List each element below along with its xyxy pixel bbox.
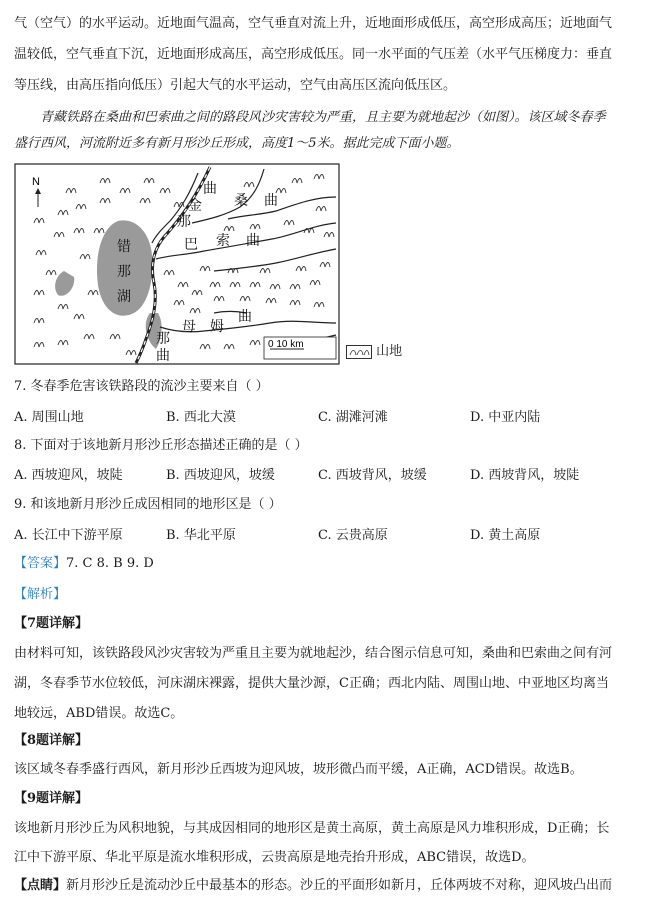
svg-text:曲: 曲 — [264, 193, 278, 209]
legend-label: 山地 — [376, 344, 403, 359]
svg-text:曲: 曲 — [156, 348, 170, 364]
svg-text:曲: 曲 — [238, 309, 252, 325]
q7-option-d[interactable]: D. 中亚内陆 — [470, 410, 541, 425]
map-frame — [15, 164, 339, 364]
answer-label: 【答案】 — [14, 556, 67, 571]
detail-7-line-2: 湖，冬春季节水位较低，河床湖床裸露，提供大量沙源，C正确；西北内陆、周围山地、中亚地区均离当 — [14, 676, 609, 691]
svg-text:金: 金 — [188, 198, 202, 214]
question-8: 8. 下面对于该地新月形沙丘形态描述正确的是（ ） — [14, 438, 308, 453]
q9-option-b[interactable]: B. 华北平原 — [166, 528, 236, 543]
intro-line-2: 温较低，空气垂直下沉，近地面形成高压，高空形成低压。同一水平面的气压差（水平气压梯度力：垂直 — [14, 47, 613, 62]
q8-option-a[interactable]: A. 西坡迎风，坡陡 — [14, 468, 123, 483]
passage-line-2: 盛行西风，河流附近多有新月形沙丘形成，高度1～5米。据此完成下面小题。 — [14, 136, 460, 151]
tip-line — [14, 876, 632, 896]
map-legend — [346, 343, 402, 361]
svg-text:姆: 姆 — [210, 319, 224, 335]
intro-line-3: 等压线，由高压指向低压）引起大气的水平运动，空气由高压区流向低压区。 — [14, 78, 457, 93]
svg-text:曲: 曲 — [246, 233, 260, 249]
svg-text:母: 母 — [182, 319, 196, 335]
detail-9-line-2: 江中下游平原、华北平原是流水堆积形成，云贵高原是地壳抬升形成，ABC错误，故选D。 — [14, 850, 535, 865]
detail-7-title: 【7题详解】 — [14, 616, 89, 631]
q8-option-c[interactable]: C. 西坡背风，坡缓 — [318, 468, 427, 483]
svg-text:索: 索 — [216, 233, 230, 249]
q7-option-b[interactable]: B. 西北大漠 — [166, 410, 236, 425]
q9-option-c[interactable]: C. 云贵高原 — [318, 528, 388, 543]
intro-line-1: 气（空气）的水平运动。近地面气温高，空气垂直对流上升，近地面形成低压，高空形成高压；近地面气 — [14, 16, 613, 31]
svg-text:错: 错 — [117, 239, 131, 255]
svg-text:那: 那 — [117, 264, 131, 280]
svg-text:曲: 曲 — [203, 181, 217, 197]
q8-option-d[interactable]: D. 西坡背风，坡陡 — [470, 468, 580, 483]
q9-option-d[interactable]: D. 黄土高原 — [470, 528, 541, 543]
svg-text:那: 那 — [156, 331, 170, 347]
question-9: 9. 和该地新月形沙丘成因相同的地形区是（ ） — [14, 497, 282, 512]
passage-line-1: 青藏铁路在桑曲和巴索曲之间的路段风沙灾害较为严重，且主要为就地起沙（如图）。该区域冬春季 — [40, 110, 606, 125]
tip-label: 【点睛】 — [14, 878, 67, 893]
svg-text:那: 那 — [177, 214, 191, 230]
svg-text:桑: 桑 — [234, 193, 248, 209]
tip-text: 新月形沙丘是流动沙丘中最基本的形态。沙丘的平面形如新月，丘体两坡不对称，迎风坡凸出而 — [66, 878, 613, 893]
svg-text:湖: 湖 — [117, 289, 131, 305]
question-7: 7. 冬春季危害该铁路段的流沙主要来自（ ） — [14, 379, 269, 394]
q9-option-a[interactable]: A. 长江中下游平原 — [14, 528, 123, 543]
answer-line — [14, 554, 154, 574]
detail-7-line-3: 地较远，ABD错误。故选C。 — [14, 706, 184, 721]
answer-text: 7. C 8. B 9. D — [66, 556, 154, 571]
north-label: N — [32, 176, 40, 188]
detail-8-title: 【8题详解】 — [14, 733, 89, 748]
scale-label: 0 10 km — [268, 339, 304, 350]
detail-9-line-1: 该地新月形沙丘为风积地貌，与其成因相同的地形区是黄土高原，黄土高原是风力堆积形成，D正确；长 — [14, 821, 610, 836]
q7-option-a[interactable]: A. 周围山地 — [14, 410, 84, 425]
q8-option-b[interactable]: B. 西坡迎风，坡缓 — [166, 468, 275, 483]
mountain-legend-icon — [346, 345, 372, 359]
analysis-label: 【解析】 — [14, 587, 67, 602]
railway-map — [14, 163, 340, 365]
detail-8-line-1: 该区域冬春季盛行西风，新月形沙丘西坡为迎风坡，坡形微凸而平缓，A正确，ACD错误。故选B。 — [14, 762, 583, 777]
q7-option-c[interactable]: C. 湖滩河滩 — [318, 410, 388, 425]
svg-text:巴: 巴 — [184, 237, 198, 253]
detail-7-line-1: 由材料可知，该铁路段风沙灾害较为严重且主要为就地起沙，结合图示信息可知，桑曲和巴索曲之间有河 — [14, 646, 613, 661]
detail-9-title: 【9题详解】 — [14, 791, 89, 806]
